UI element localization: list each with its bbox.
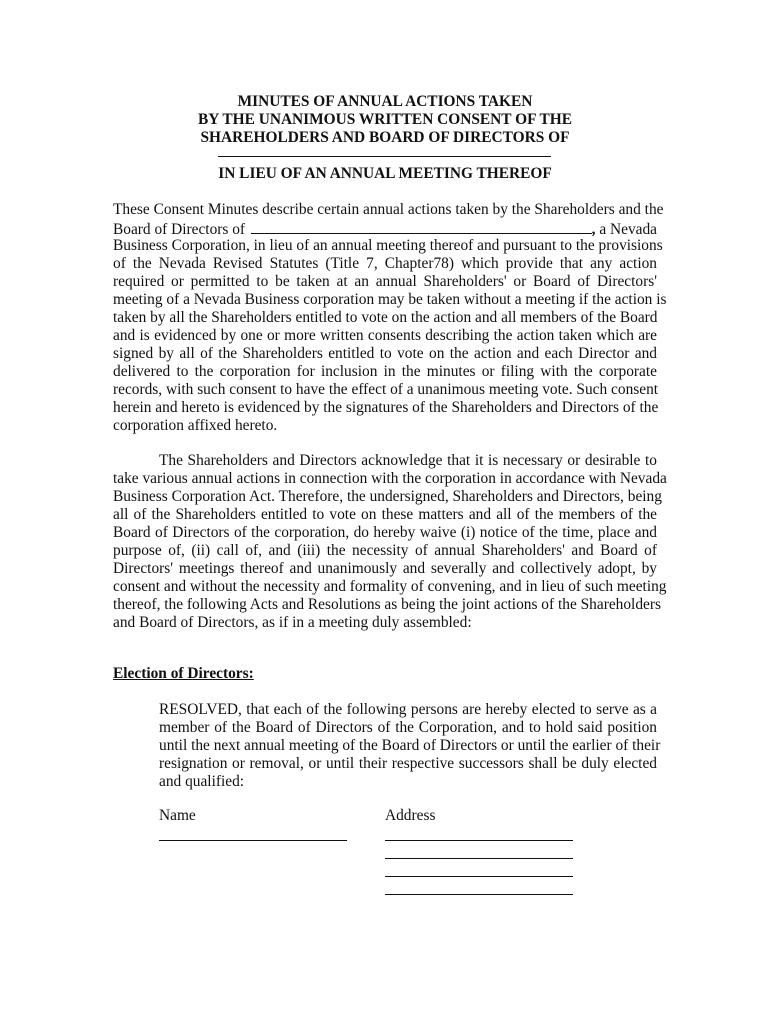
text-line: corporation affixed hereto. [113,417,278,434]
title-line: MINUTES OF ANNUAL ACTIONS TAKEN [237,93,533,110]
text-line: resignation or removal, or until their respective successors shall be duly elected [159,755,657,772]
text-segment: , [591,221,596,238]
paragraph-consent-minutes [113,201,667,435]
name-blank[interactable] [159,840,347,841]
text-line: taken by all the Shareholders entitled to vote on the action and all members of the Board [113,309,658,326]
text-line: These Consent Minutes describe certain annual actions taken by the Shareholders and the [113,201,664,218]
text-line: thereof, the following Acts and Resolutions as being the joint actions of the Shareholders [113,596,661,613]
text-line: RESOLVED, that each of the following persons are hereby elected to serve as a [159,701,657,718]
text-line: Business Corporation Act. Therefore, the undersigned, Shareholders and Directors, being [113,488,662,505]
text-line: meeting of a Nevada Business corporation may be taken without a meeting if the action is [113,291,667,308]
name-label: Name [159,807,196,824]
text-line: purpose of, (ii) call of, and (iii) the necessity of annual Shareholders' and Board of [113,542,657,559]
text-line: and Board of Directors, as if in a meeting duly assembled: [113,614,472,631]
text-line: records, with such consent to have the effect of a unanimous meeting vote. Such consent [113,381,659,398]
text-line: Business Corporation, in lieu of an annual meeting thereof and pursuant to the provisions [113,237,663,254]
text-line: consent and without the necessity and formality of convening, and in lieu of such meeting [113,578,667,595]
title-line: SHAREHOLDERS AND BOARD OF DIRECTORS OF [200,129,570,146]
text-line: of the Nevada Revised Statutes (Title 7, Chapter78) which provide that any action [113,255,657,272]
text-line: required or permitted to be taken at an annual Shareholders' or Board of Directors' [113,273,657,290]
address-blank-line-2[interactable] [385,858,573,859]
company-name-blank[interactable] [218,156,551,157]
paragraph-acknowledgement [113,452,667,632]
text-line: member of the Board of Directors of the Corporation, and to hold said position [159,719,657,736]
text-line: take various annual actions in connection with the corporation in accordance with Nevada [113,470,667,487]
text-line: signed by all of the Shareholders entitled to vote on the action and each Director and [113,345,657,362]
text-segment: a Nevada [595,221,657,238]
text-line: The Shareholders and Directors acknowledge that it is necessary or desirable to [159,452,657,469]
title-line: BY THE UNANIMOUS WRITTEN CONSENT OF THE [197,111,573,128]
text-line: and qualified: [159,773,245,790]
address-blank-line-4[interactable] [385,894,573,895]
document-title [0,93,770,147]
text-line: Directors' meetings thereof and unanimously and severally and collectively adopt, by [113,560,657,577]
text-line: Board of Directors of the corporation, do hereby waive (i) notice of the time, place and [113,524,657,541]
paragraph-resolved [159,701,661,791]
section-heading-election: Election of Directors: [113,665,254,682]
address-label: Address [385,807,436,824]
text-line: herein and hereto is evidenced by the signatures of the Shareholders and Directors of the [113,399,659,416]
text-line: delivered to the corporation for inclusion in the minutes or filing with the corporate [113,363,657,380]
address-blank-line-1[interactable] [385,840,573,841]
corporation-name-blank[interactable] [251,219,592,234]
text-line [113,219,657,237]
text-line: until the next annual meeting of the Board of Directors or until the earlier of their [159,737,661,754]
text-segment: Board of Directors of [113,221,246,238]
address-blank-line-3[interactable] [385,876,573,877]
text-line: all of the Shareholders entitled to vote on these matters and all of the members of the [113,506,657,523]
text-line: and is evidenced by one or more written consents describing the action taken which are [113,327,657,344]
document-subtitle: IN LIEU OF AN ANNUAL MEETING THEREOF [218,165,552,182]
